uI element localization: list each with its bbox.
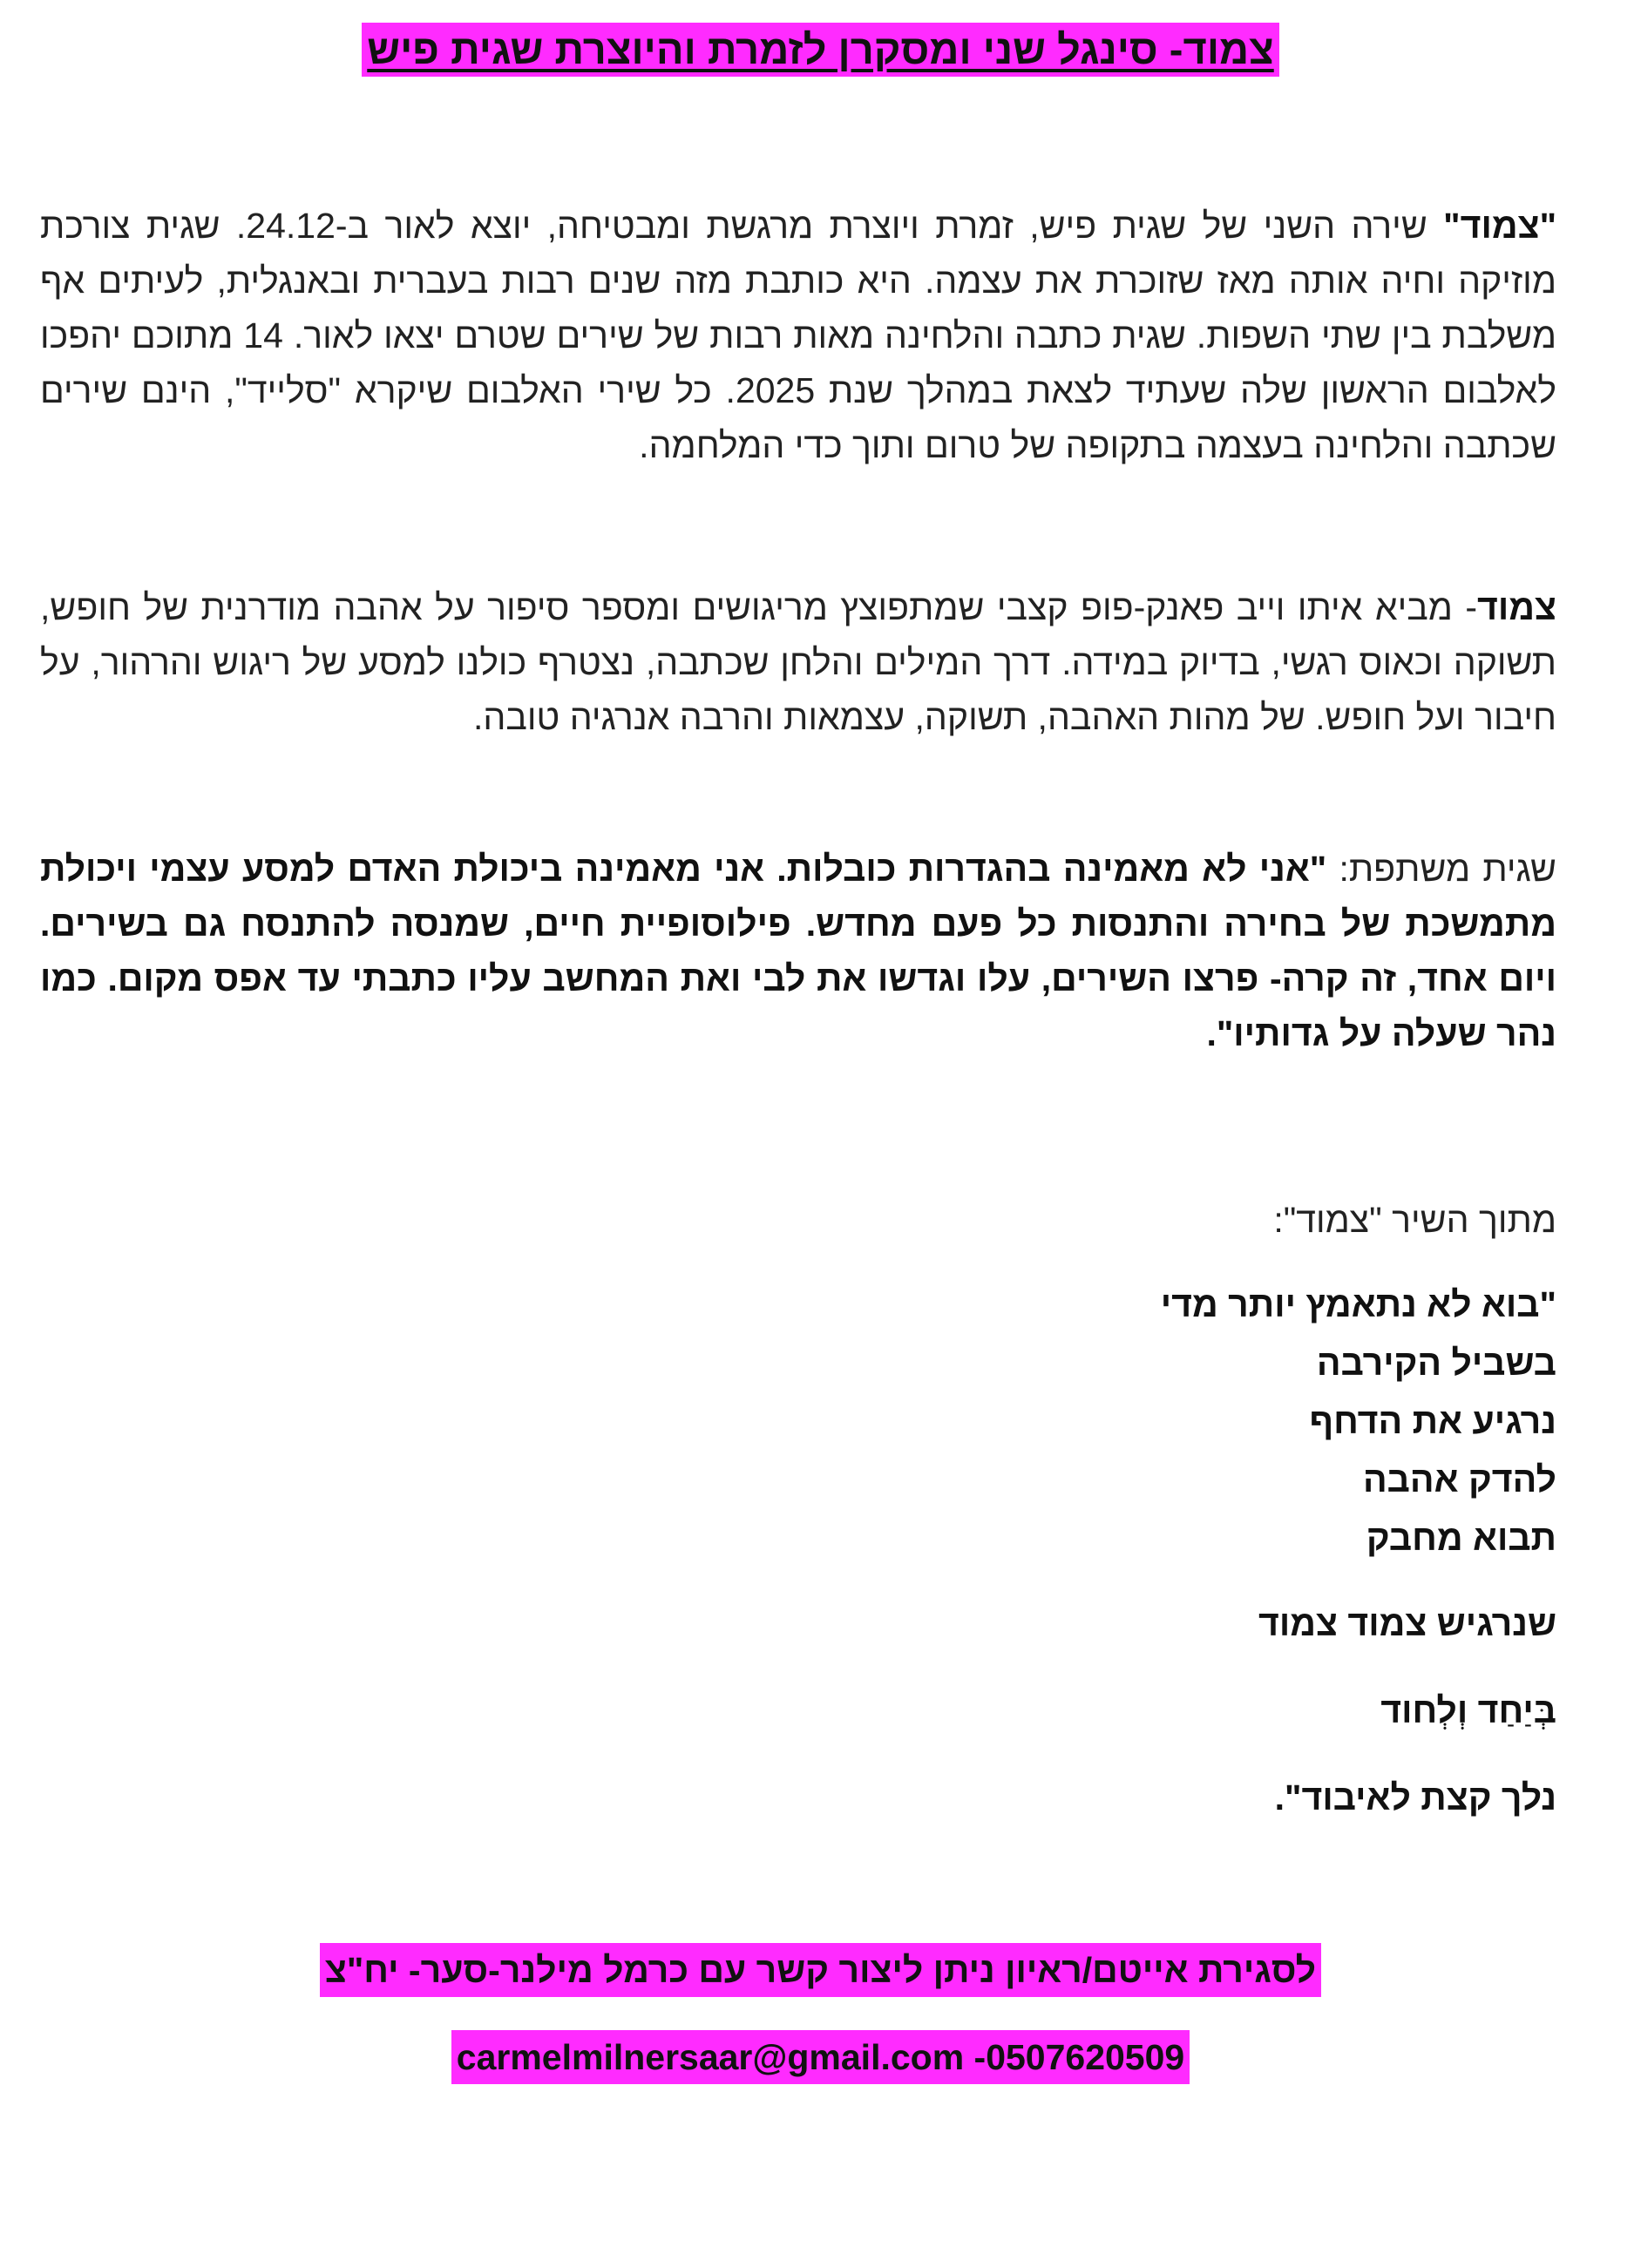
paragraph-description xyxy=(40,580,1556,745)
page-title: צמוד- סינגל שני ומסקרן לזמרת והיוצרת שגית פיש xyxy=(362,23,1279,77)
lyrics-line: בְּיַחַד וְלְחוד xyxy=(1380,1690,1556,1730)
lyrics-line: "בוא לא נתאמץ יותר מדי xyxy=(1160,1284,1556,1324)
paragraph-intro xyxy=(40,199,1556,473)
artist-quote: "אני לא מאמינה בהגדרות כובלות. אני מאמינה ביכולת האדם למסע עצמי ויכולת מתמשכת של בחירה והתנסות כל פעם מחדש. פילוסופיית חיים, שמנסה להתנסח גם בשירים. ויום אחד, זה קרה- פרצו השירים, עלו וגדשו את לבי ואת המחשב עליו כתבתי עד אפס מקום. כמו נהר שעלה על גדותיו". xyxy=(40,849,1556,1053)
song-name-bold: צמוד xyxy=(1477,587,1556,627)
lyrics-line: נרגיע את הדחף xyxy=(1309,1401,1556,1441)
contact-line-wrapper xyxy=(0,1943,1641,1997)
lyrics-line: שנרגיש צמוד צמוד xyxy=(1258,1603,1556,1643)
song-name-bold: "צמוד" xyxy=(1443,206,1557,246)
paragraph-quote xyxy=(40,842,1556,1061)
lyrics-stanza xyxy=(1161,1276,1556,1567)
lyrics-line: נלך קצת לאיבוד". xyxy=(1274,1777,1556,1818)
contact-line: לסגירת אייטם/ראיון ניתן ליצור קשר עם כרמל מילנר-סער- יח"צ xyxy=(320,1943,1321,1997)
quote-intro: שגית משתפת: xyxy=(1326,849,1556,889)
paragraph-description-text: - מביא איתו וייב פאנק-פופ קצבי שמתפוצץ מריגושים ומספר סיפור על אהבה מודרנית של חופש, תשוקה וכאוס רגשי, בדיוק במידה. דרך המילים והלחן שכתבה, נצטרף כולנו למסע של ריגוש והרהור, על חיבור ועל חופש. של מהות האהבה, תשוקה, עצמאות והרבה אנרגיה טובה. xyxy=(40,587,1556,737)
contact-details-wrapper xyxy=(0,2030,1641,2084)
contact-details[interactable]: carmelmilnersaar@gmail.com -0507620509 xyxy=(451,2030,1190,2084)
lyrics-intro: מתוך השיר "צמוד": xyxy=(1273,1200,1556,1240)
lyrics-line: בשביל הקירבה xyxy=(1316,1343,1556,1383)
paragraph-intro-text: שירה השני של שגית פיש, זמרת ויוצרת מרגשת ומבטיחה, יוצא לאור ב-24.12. שגית צורכת מוזיקה וחיה אותה מאז שזוכרת את עצמה. היא כותבת מזה שנים רבות בעברית ובאנגלית, לעיתים אף משלבת בין שתי השפות. שגית כתבה והלחינה מאות רבות של שירים שטרם יצאו לאור. 14 מתוכם יהפכו לאלבום הראשון שלה שעתיד לצאת במהלך שנת 2025. כל שירי האלבום שיקרא "סלייד", הינם שירים שכתבה והלחינה בעצמה בתקופה של טרום ותוך כדי המלחמה. xyxy=(40,206,1557,465)
title-wrapper xyxy=(0,23,1641,77)
lyrics-line: תבוא מחבק xyxy=(1366,1518,1556,1558)
lyrics-line: להדק אהבה xyxy=(1362,1459,1556,1500)
